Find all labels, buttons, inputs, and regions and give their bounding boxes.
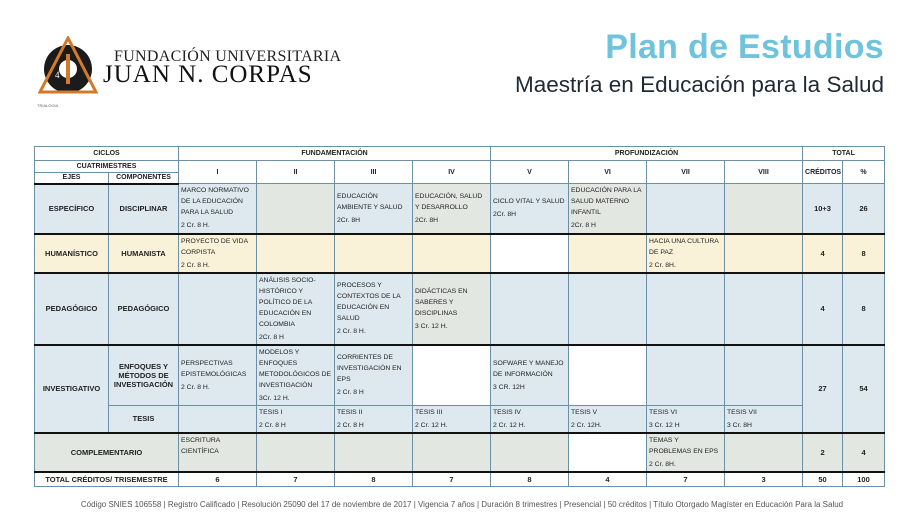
course-cell bbox=[491, 345, 569, 406]
course-title: CORRIENTES DE INVESTIGACIÓN EN EPS bbox=[337, 354, 402, 383]
course-cell bbox=[257, 273, 335, 345]
term-total: 3 bbox=[725, 472, 803, 487]
row-tesis bbox=[35, 405, 885, 433]
empty-cell bbox=[725, 345, 803, 406]
course-credits: 2 Cr. 12H. bbox=[571, 421, 602, 429]
course-title: EDUCACIÓN AMBIENTE Y SALUD bbox=[337, 192, 403, 211]
term-total: 4 bbox=[569, 472, 647, 487]
empty-cell bbox=[569, 433, 647, 472]
page-subtitle: Maestría en Educación para la Salud bbox=[515, 72, 884, 97]
empty-cell bbox=[647, 273, 725, 345]
course-credits: 2 Cr. 8H. bbox=[649, 261, 676, 269]
row-complementario bbox=[35, 433, 885, 472]
course-title: ESCRITURA CIENTÍFICA bbox=[181, 436, 220, 455]
course-title: TESIS III bbox=[415, 408, 443, 416]
term-header: V bbox=[491, 161, 569, 184]
course-cell bbox=[413, 184, 491, 234]
course-cell bbox=[179, 433, 257, 472]
course-credits: 2Cr. 8 H bbox=[259, 333, 284, 341]
course-title: TESIS VII bbox=[727, 408, 757, 416]
row-percent: 8 bbox=[843, 234, 885, 273]
course-cell bbox=[335, 405, 413, 433]
header-total: TOTAL bbox=[803, 147, 885, 161]
totals-label: TOTAL CRÉDITOS/ TRISEMESTRE bbox=[35, 472, 179, 487]
tiny-logo-label: TRIALOGIA bbox=[37, 103, 59, 108]
course-cell bbox=[335, 273, 413, 345]
course-credits: 2 Cr. 8 H bbox=[259, 421, 286, 429]
row-credits: 2 bbox=[803, 433, 843, 472]
total-percent: 100 bbox=[843, 472, 885, 487]
course-cell bbox=[647, 433, 725, 472]
header-row-cuatrimestres bbox=[35, 161, 885, 173]
empty-cell bbox=[491, 273, 569, 345]
course-title: ANÁLISIS SOCIO-HISTÓRICO Y POLÍTICO DE LA EDUCACIÓN EN COLOMBIA bbox=[259, 276, 316, 328]
header-row-ciclos bbox=[35, 147, 885, 161]
row-pedagogico bbox=[35, 273, 885, 345]
page-title: Plan de Estudios bbox=[605, 28, 884, 66]
corpas-logo-icon bbox=[38, 36, 98, 98]
course-credits: 3 Cr. 12 H bbox=[649, 421, 680, 429]
eje-label: PEDAGÓGICO bbox=[35, 273, 109, 345]
course-cell bbox=[647, 405, 725, 433]
componente-label: ENFOQUES Y MÉTODOS DE INVESTIGACIÓN bbox=[109, 345, 179, 406]
header-profundizacion: PROFUNDIZACIÓN bbox=[491, 147, 803, 161]
empty-cell bbox=[413, 345, 491, 406]
eje-label: HUMANÍSTICO bbox=[35, 234, 109, 273]
course-title: EDUCACIÓN, SALUD Y DESARROLLO bbox=[415, 192, 483, 211]
row-credits: 27 bbox=[803, 345, 843, 433]
course-cell bbox=[569, 405, 647, 433]
course-cell bbox=[725, 405, 803, 433]
course-title: PERSPECTIVAS EPISTEMOLÓGICAS bbox=[181, 359, 247, 378]
empty-cell bbox=[179, 405, 257, 433]
course-cell bbox=[491, 184, 569, 234]
course-credits: 2 Cr. 12 H. bbox=[493, 421, 526, 429]
course-credits: 2 Cr. 8 H. bbox=[181, 383, 210, 391]
study-plan-table bbox=[34, 146, 885, 487]
course-credits: 2 Cr. 8 H. bbox=[181, 222, 210, 230]
term-total: 7 bbox=[413, 472, 491, 487]
componente-label: HUMANISTA bbox=[109, 234, 179, 273]
course-credits: 2Cr. 8H bbox=[337, 216, 361, 224]
term-header: IV bbox=[413, 161, 491, 184]
empty-cell bbox=[569, 273, 647, 345]
course-title: SOFWARE Y MANEJO DE INFORMACIÓN bbox=[493, 359, 564, 378]
term-total: 8 bbox=[491, 472, 569, 487]
row-especifico bbox=[35, 184, 885, 234]
course-credits: 2 Cr. 8 H. bbox=[181, 261, 210, 269]
course-credits: 3 CR. 12H bbox=[493, 383, 525, 391]
row-humanistico bbox=[35, 234, 885, 273]
empty-cell bbox=[335, 234, 413, 273]
row-percent: 26 bbox=[843, 184, 885, 234]
course-cell bbox=[257, 405, 335, 433]
empty-cell bbox=[725, 184, 803, 234]
term-total: 8 bbox=[335, 472, 413, 487]
term-header: VI bbox=[569, 161, 647, 184]
empty-cell bbox=[257, 433, 335, 472]
empty-cell bbox=[257, 184, 335, 234]
eje-label: COMPLEMENTARIO bbox=[35, 433, 179, 472]
empty-cell bbox=[569, 234, 647, 273]
course-title: DIDÁCTICAS EN SABERES Y DISCIPLINAS bbox=[415, 287, 468, 317]
course-title: TESIS I bbox=[259, 408, 283, 416]
course-credits: 2Cr. 8 H bbox=[571, 222, 596, 230]
empty-cell bbox=[569, 345, 647, 406]
course-title: CICLO VITAL Y SALUD bbox=[493, 198, 565, 206]
header-cuatrimestres: CUATRIMESTRES bbox=[35, 161, 179, 173]
empty-cell bbox=[413, 234, 491, 273]
course-cell bbox=[335, 345, 413, 406]
course-credits: 2 Cr. 8H. bbox=[649, 460, 676, 468]
course-credits: 2Cr. 8H bbox=[415, 216, 439, 224]
term-total: 7 bbox=[647, 472, 725, 487]
course-title: PROYECTO DE VIDA CORPISTA bbox=[181, 237, 248, 256]
empty-cell bbox=[491, 234, 569, 273]
row-percent: 54 bbox=[843, 345, 885, 433]
course-title: HACIA UNA CULTURA DE PAZ bbox=[649, 237, 719, 256]
course-title: TESIS VI bbox=[649, 408, 677, 416]
course-credits: 3 Cr. 8H bbox=[727, 421, 752, 429]
course-title: TESIS IV bbox=[493, 408, 521, 416]
empty-cell bbox=[647, 184, 725, 234]
empty-cell bbox=[725, 273, 803, 345]
course-title: PROCESOS Y CONTEXTOS DE LA EDUCACIÓN EN SALUD bbox=[337, 282, 401, 322]
course-cell bbox=[413, 405, 491, 433]
empty-cell bbox=[491, 433, 569, 472]
course-cell bbox=[179, 345, 257, 406]
header-fundamentacion: FUNDAMENTACIÓN bbox=[179, 147, 491, 161]
term-header: VIII bbox=[725, 161, 803, 184]
course-credits: 2 Cr. 8 H. bbox=[337, 328, 366, 335]
course-credits: 2 Cr. 12 H. bbox=[415, 421, 448, 429]
row-totals bbox=[35, 472, 885, 487]
row-credits: 10+3 bbox=[803, 184, 843, 234]
empty-cell bbox=[725, 234, 803, 273]
course-cell bbox=[257, 345, 335, 406]
row-investigativo bbox=[35, 345, 885, 406]
componente-label: PEDAGÓGICO bbox=[109, 273, 179, 345]
row-credits: 4 bbox=[803, 273, 843, 345]
term-total: 7 bbox=[257, 472, 335, 487]
course-title: MODELOS Y ENFOQUES METODOLÓGICOS DE INVESTIGACIÓN bbox=[259, 348, 332, 389]
header-percent: % bbox=[843, 161, 885, 184]
course-title: TESIS V bbox=[571, 408, 598, 416]
course-cell bbox=[491, 405, 569, 433]
course-cell bbox=[647, 234, 725, 273]
header-creditos: CRÉDITOS bbox=[803, 161, 843, 184]
eje-label: INVESTIGATIVO bbox=[35, 345, 109, 433]
footer-program-info: Código SNIES 106558 | Registro Calificado | Resolución 25090 del 17 de noviembre de 2017 | Vigencia 7 años | Duración 8 trimestres | Presencial | 50 créditos | Título Otorgado Magíster en Educación Para la Salud bbox=[80, 500, 844, 509]
course-credits: 2Cr. 8H bbox=[493, 211, 517, 219]
header-ciclos: CICLOS bbox=[35, 147, 179, 161]
svg-text:4: 4 bbox=[55, 70, 60, 80]
course-cell bbox=[569, 184, 647, 234]
empty-cell bbox=[179, 273, 257, 345]
brand-foundation-label: FUNDACIÓN UNIVERSITARIA bbox=[114, 48, 342, 65]
empty-cell bbox=[647, 345, 725, 406]
course-cell bbox=[179, 234, 257, 273]
course-title: TEMAS Y PROBLEMAS EN EPS bbox=[649, 436, 719, 455]
course-credits: 2 Cr. 8 H bbox=[337, 421, 364, 429]
empty-cell bbox=[725, 433, 803, 472]
course-title: EDUCACIÓN PARA LA SALUD MATERNO INFANTIL bbox=[571, 187, 642, 217]
term-header: I bbox=[179, 161, 257, 184]
empty-cell bbox=[257, 234, 335, 273]
row-percent: 4 bbox=[843, 433, 885, 472]
course-credits: 3 Cr. 12 H. bbox=[415, 322, 448, 330]
term-total: 6 bbox=[179, 472, 257, 487]
empty-cell bbox=[413, 433, 491, 472]
term-header: VII bbox=[647, 161, 725, 184]
componente-label: DISCIPLINAR bbox=[109, 184, 179, 234]
header-componentes: COMPONENTES bbox=[109, 173, 179, 184]
header-ejes: EJES bbox=[35, 173, 109, 184]
course-cell bbox=[413, 273, 491, 345]
brand-name: JUAN N. CORPAS bbox=[103, 61, 313, 88]
row-percent: 8 bbox=[843, 273, 885, 345]
course-cell bbox=[335, 184, 413, 234]
componente-label: TESIS bbox=[109, 405, 179, 433]
term-header: II bbox=[257, 161, 335, 184]
total-credits: 50 bbox=[803, 472, 843, 487]
eje-label: ESPECÍFICO bbox=[35, 184, 109, 234]
course-title: MARCO NORMATIVO DE LA EDUCACIÓN PARA LA SALUD bbox=[181, 187, 249, 217]
course-title: TESIS II bbox=[337, 408, 363, 416]
course-cell bbox=[179, 184, 257, 234]
empty-cell bbox=[335, 433, 413, 472]
term-header: III bbox=[335, 161, 413, 184]
course-credits: 2 Cr. 8 H bbox=[337, 389, 364, 396]
row-credits: 4 bbox=[803, 234, 843, 273]
course-credits: 3Cr. 12 H. bbox=[259, 394, 290, 402]
